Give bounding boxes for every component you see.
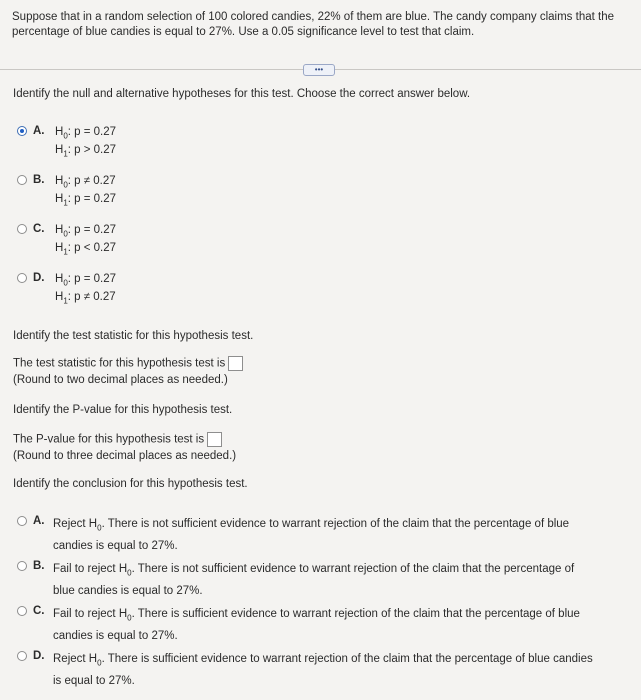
- test-statistic-line: [13, 356, 243, 371]
- option-label: D.: [33, 272, 45, 284]
- radio-conclusion-c[interactable]: [17, 606, 27, 616]
- p-value-hint: (Round to three decimal places as needed.): [13, 450, 237, 462]
- test-statistic-input[interactable]: [228, 356, 243, 371]
- option-label: C.: [33, 605, 45, 617]
- radio-d[interactable]: [17, 273, 27, 283]
- conclusion-text: Reject $H_0$. There is not sufficient evidence to warrant rejection of the claim that the percentage of blue candies is equal to 27%.: [53, 518, 570, 553]
- h1-line: $H_1$: p < 0.27: [55, 242, 117, 257]
- p-value-text: The P-value for this hypothesis test is: [13, 433, 205, 446]
- p-value-input[interactable]: [207, 432, 222, 447]
- conclusion-text: Fail to reject $H_0$. There is not sufficient evidence to warrant rejection of the claim that the percentage of blue candies is equal to 27%.: [53, 563, 575, 598]
- p-value-line: [13, 432, 222, 447]
- h0-line: $H_0$: p ≠ 0.27: [55, 175, 116, 190]
- radio-conclusion-d[interactable]: [17, 651, 27, 661]
- option-label: A.: [33, 125, 45, 137]
- h0-line: $H_0$: p = 0.27: [55, 126, 117, 141]
- option-label: A.: [33, 515, 45, 527]
- option-label: B.: [33, 560, 45, 572]
- h1-line: $H_1$: p ≠ 0.27: [55, 291, 116, 306]
- radio-selected-a[interactable]: [17, 126, 27, 136]
- h0-line: $H_0$: p = 0.27: [55, 273, 117, 288]
- p-value-prompt: Identify the P-value for this hypothesis test.: [13, 404, 233, 416]
- radio-conclusion-b[interactable]: [17, 561, 27, 571]
- option-label: B.: [33, 174, 45, 186]
- h1-line: $H_1$: p > 0.27: [55, 144, 117, 159]
- option-label: D.: [33, 650, 45, 662]
- radio-b[interactable]: [17, 175, 27, 185]
- radio-conclusion-a[interactable]: [17, 516, 27, 526]
- hypotheses-prompt: Identify the null and alternative hypotheses for this test. Choose the correct answer below.: [13, 88, 471, 100]
- h1-line: $H_1$: p = 0.27: [55, 193, 117, 208]
- test-statistic-prompt: Identify the test statistic for this hypothesis test.: [13, 330, 254, 342]
- option-label: C.: [33, 223, 45, 235]
- radio-c[interactable]: [17, 224, 27, 234]
- conclusion-prompt: Identify the conclusion for this hypothesis test.: [13, 478, 248, 490]
- more-options-button[interactable]: •••: [303, 64, 335, 76]
- h0-line: $H_0$: p = 0.27: [55, 224, 117, 239]
- problem-statement: Suppose that in a random selection of 100 colored candies, 22% of them are blue. The candy company claims that the percentage of blue candies is equal to 27%. Use a 0.05 significance level to test that claim.: [12, 11, 614, 38]
- conclusion-text: Fail to reject $H_0$. There is sufficient evidence to warrant rejection of the claim that the percentage of blue candies is equal to 27%.: [53, 608, 580, 643]
- test-statistic-hint: (Round to two decimal places as needed.): [13, 374, 228, 386]
- test-statistic-text: The test statistic for this hypothesis test is: [13, 357, 226, 370]
- conclusion-text: Reject $H_0$. There is sufficient evidence to warrant rejection of the claim that the percentage of blue candies is equal to 27%.: [53, 653, 593, 688]
